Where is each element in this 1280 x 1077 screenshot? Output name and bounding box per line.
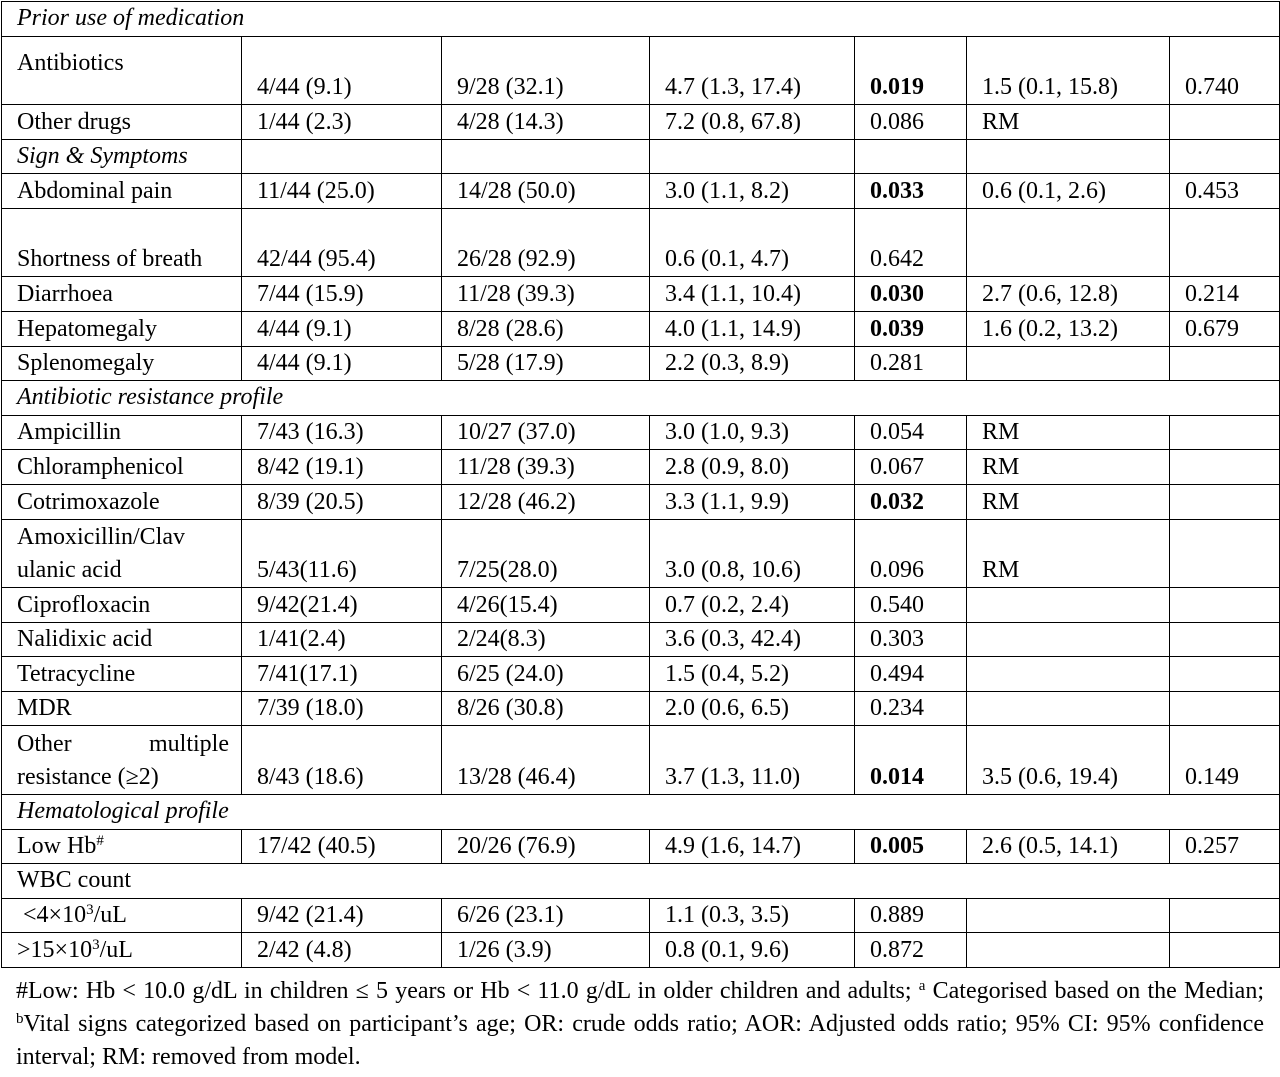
cell-c1: 8/42 (19.1) xyxy=(242,450,442,485)
row-label xyxy=(2,657,242,692)
row-label xyxy=(2,588,242,623)
row-label xyxy=(2,829,242,864)
cell-c2: 12/28 (46.2) xyxy=(442,484,650,519)
row-label-text: Ciprofloxacin xyxy=(17,591,151,618)
cell-c4: 0.889 xyxy=(855,898,967,933)
row-label xyxy=(2,726,242,795)
cell-c1: 4/44 (9.1) xyxy=(242,311,442,346)
table-row xyxy=(2,277,1280,312)
row-label-suffix: /uL xyxy=(93,902,127,929)
cell-c3: 2.0 (0.6, 6.5) xyxy=(650,691,855,726)
table-row xyxy=(2,484,1280,519)
cell-c5 xyxy=(967,622,1170,657)
cell-c6: 0.149 xyxy=(1170,726,1280,795)
cell-c2: 6/25 (24.0) xyxy=(442,657,650,692)
cell-c6 xyxy=(1170,346,1280,381)
empty-cell xyxy=(242,139,442,174)
cell-c4: 0.054 xyxy=(855,415,967,450)
cell-c5: 3.5 (0.6, 19.4) xyxy=(967,726,1170,795)
row-label-text: Hepatomegaly xyxy=(17,315,157,342)
row-label-text: Ampicillin xyxy=(17,419,121,446)
cell-c5: RM xyxy=(967,484,1170,519)
cell-c2: 11/28 (39.3) xyxy=(442,450,650,485)
row-label xyxy=(2,622,242,657)
cell-c3: 4.0 (1.1, 14.9) xyxy=(650,311,855,346)
table-row xyxy=(2,415,1280,450)
row-label-text: <4×10 xyxy=(17,902,87,929)
empty-cell xyxy=(650,139,855,174)
table-row xyxy=(2,208,1280,277)
row-label-text: >15×10 xyxy=(17,936,93,963)
row-label xyxy=(2,691,242,726)
cell-c2: 6/26 (23.1) xyxy=(442,898,650,933)
cell-c5: 1.6 (0.2, 13.2) xyxy=(967,311,1170,346)
cell-c6 xyxy=(1170,622,1280,657)
footnote-text-1: #Low: Hb < 10.0 g/dL in children ≤ 5 years or Hb < 11.0 g/dL in older children and adults; xyxy=(16,978,919,1004)
cell-c5: RM xyxy=(967,450,1170,485)
cell-c5 xyxy=(967,588,1170,623)
section-label: Prior use of medication xyxy=(2,2,1280,37)
cell-c4: 0.014 xyxy=(855,726,967,795)
cell-c5 xyxy=(967,208,1170,277)
cell-c6 xyxy=(1170,691,1280,726)
cell-c6 xyxy=(1170,105,1280,140)
cell-c2: 7/25(28.0) xyxy=(442,519,650,588)
cell-c6: 0.257 xyxy=(1170,829,1280,864)
results-table xyxy=(1,1,1280,968)
cell-c3: 3.0 (1.1, 8.2) xyxy=(650,174,855,209)
table-row xyxy=(2,726,1280,795)
table-row xyxy=(2,622,1280,657)
cell-c6 xyxy=(1170,484,1280,519)
cell-c4: 0.030 xyxy=(855,277,967,312)
cell-c1: 9/42 (21.4) xyxy=(242,898,442,933)
cell-c3: 1.5 (0.4, 5.2) xyxy=(650,657,855,692)
row-label xyxy=(2,174,242,209)
empty-cell xyxy=(442,139,650,174)
table-row xyxy=(2,519,1280,588)
table-footnote xyxy=(16,975,1264,1074)
row-label-sup: 3 xyxy=(86,902,94,919)
cell-c1: 4/44 (9.1) xyxy=(242,346,442,381)
table-row xyxy=(2,588,1280,623)
cell-c5: 2.6 (0.5, 14.1) xyxy=(967,829,1170,864)
row-label xyxy=(2,519,242,588)
cell-c5: RM xyxy=(967,105,1170,140)
row-label-text: Antibiotics xyxy=(17,49,124,76)
row-label-text: Diarrhoea xyxy=(17,280,113,307)
footnote-sup-b: b xyxy=(16,1011,24,1027)
cell-c6 xyxy=(1170,657,1280,692)
row-label xyxy=(2,346,242,381)
cell-c6: 0.679 xyxy=(1170,311,1280,346)
empty-cell xyxy=(967,139,1170,174)
cell-c4: 0.032 xyxy=(855,484,967,519)
row-label xyxy=(2,898,242,933)
cell-c3: 0.8 (0.1, 9.6) xyxy=(650,933,855,968)
cell-c6: 0.740 xyxy=(1170,36,1280,105)
cell-c1: 4/44 (9.1) xyxy=(242,36,442,105)
cell-c3: 3.6 (0.3, 42.4) xyxy=(650,622,855,657)
cell-c2: 14/28 (50.0) xyxy=(442,174,650,209)
cell-c4: 0.067 xyxy=(855,450,967,485)
table-row xyxy=(2,933,1280,968)
cell-c3: 4.9 (1.6, 14.7) xyxy=(650,829,855,864)
cell-c3: 0.6 (0.1, 4.7) xyxy=(650,208,855,277)
cell-c3: 3.7 (1.3, 11.0) xyxy=(650,726,855,795)
row-label xyxy=(2,208,242,277)
cell-c5 xyxy=(967,933,1170,968)
cell-c1: 9/42(21.4) xyxy=(242,588,442,623)
cell-c6 xyxy=(1170,933,1280,968)
cell-c5: RM xyxy=(967,519,1170,588)
section-label: WBC count xyxy=(2,864,1280,899)
section-row xyxy=(2,864,1280,899)
cell-c5 xyxy=(967,346,1170,381)
table-row xyxy=(2,36,1280,105)
table-row xyxy=(2,691,1280,726)
section-label: Antibiotic resistance profile xyxy=(2,381,1280,416)
cell-c3: 3.3 (1.1, 9.9) xyxy=(650,484,855,519)
cell-c5 xyxy=(967,657,1170,692)
row-label xyxy=(2,105,242,140)
cell-c2: 8/28 (28.6) xyxy=(442,311,650,346)
cell-c4: 0.086 xyxy=(855,105,967,140)
cell-c6: 0.214 xyxy=(1170,277,1280,312)
cell-c4: 0.872 xyxy=(855,933,967,968)
section-row xyxy=(2,381,1280,416)
row-label xyxy=(2,933,242,968)
cell-c6 xyxy=(1170,415,1280,450)
cell-c1: 8/39 (20.5) xyxy=(242,484,442,519)
empty-cell xyxy=(855,139,967,174)
cell-c6 xyxy=(1170,519,1280,588)
section-label: Sign & Symptoms xyxy=(2,139,242,174)
footnote-text-2: Categorised based on the Median; xyxy=(925,978,1265,1004)
cell-c4: 0.494 xyxy=(855,657,967,692)
row-label xyxy=(2,311,242,346)
empty-cell xyxy=(1170,139,1280,174)
row-label-text: Other drugs xyxy=(17,108,131,135)
row-label-text: Shortness of breath xyxy=(17,246,203,273)
cell-c6 xyxy=(1170,208,1280,277)
row-label-text: Other multiple resistance (≥2) xyxy=(17,730,229,790)
cell-c4: 0.039 xyxy=(855,311,967,346)
cell-c4: 0.303 xyxy=(855,622,967,657)
table-row xyxy=(2,174,1280,209)
section-row xyxy=(2,794,1280,829)
cell-c6 xyxy=(1170,450,1280,485)
section-row xyxy=(2,139,1280,174)
footnote-sup-a: a xyxy=(918,978,926,994)
cell-c2: 26/28 (92.9) xyxy=(442,208,650,277)
cell-c3: 3.4 (1.1, 10.4) xyxy=(650,277,855,312)
row-label xyxy=(2,415,242,450)
cell-c4: 0.019 xyxy=(855,36,967,105)
cell-c3: 3.0 (1.0, 9.3) xyxy=(650,415,855,450)
cell-c3: 2.8 (0.9, 8.0) xyxy=(650,450,855,485)
cell-c5 xyxy=(967,691,1170,726)
cell-c2: 13/28 (46.4) xyxy=(442,726,650,795)
section-row xyxy=(2,2,1280,37)
row-label-text: Cotrimoxazole xyxy=(17,488,160,515)
cell-c3: 2.2 (0.3, 8.9) xyxy=(650,346,855,381)
table-row xyxy=(2,346,1280,381)
cell-c1: 2/42 (4.8) xyxy=(242,933,442,968)
table-row xyxy=(2,105,1280,140)
row-label-text: Amoxicillin/Clav ulanic acid xyxy=(17,524,185,584)
table-row xyxy=(2,657,1280,692)
cell-c4: 0.005 xyxy=(855,829,967,864)
row-label-text: Splenomegaly xyxy=(17,350,155,377)
row-label-text: Nalidixic acid xyxy=(17,626,153,653)
cell-c2: 11/28 (39.3) xyxy=(442,277,650,312)
cell-c3: 7.2 (0.8, 67.8) xyxy=(650,105,855,140)
cell-c5: 1.5 (0.1, 15.8) xyxy=(967,36,1170,105)
cell-c1: 8/43 (18.6) xyxy=(242,726,442,795)
row-label-text: Tetracycline xyxy=(17,660,136,687)
cell-c6 xyxy=(1170,588,1280,623)
footnote-text-3: Vital signs categorized based on participant’s age; OR: crude odds ratio; AOR: Adjusted odds ratio; 95% CI: 95% confidence interval; RM: removed from model. xyxy=(16,1011,1264,1070)
section-label: Hematological profile xyxy=(2,794,1280,829)
row-label-text: Chloramphenicol xyxy=(17,453,184,480)
cell-c4: 0.540 xyxy=(855,588,967,623)
table-row xyxy=(2,829,1280,864)
cell-c2: 8/26 (30.8) xyxy=(442,691,650,726)
cell-c3: 3.0 (0.8, 10.6) xyxy=(650,519,855,588)
row-label xyxy=(2,484,242,519)
table-row xyxy=(2,311,1280,346)
table-row xyxy=(2,450,1280,485)
cell-c2: 9/28 (32.1) xyxy=(442,36,650,105)
cell-c3: 0.7 (0.2, 2.4) xyxy=(650,588,855,623)
row-label xyxy=(2,277,242,312)
table-row xyxy=(2,898,1280,933)
row-label-sup: # xyxy=(96,833,104,850)
cell-c2: 5/28 (17.9) xyxy=(442,346,650,381)
cell-c2: 2/24(8.3) xyxy=(442,622,650,657)
cell-c1: 7/44 (15.9) xyxy=(242,277,442,312)
cell-c1: 17/42 (40.5) xyxy=(242,829,442,864)
cell-c6: 0.453 xyxy=(1170,174,1280,209)
cell-c4: 0.096 xyxy=(855,519,967,588)
cell-c5: 2.7 (0.6, 12.8) xyxy=(967,277,1170,312)
row-label xyxy=(2,36,242,105)
cell-c2: 4/26(15.4) xyxy=(442,588,650,623)
cell-c1: 11/44 (25.0) xyxy=(242,174,442,209)
cell-c1: 7/39 (18.0) xyxy=(242,691,442,726)
cell-c5: RM xyxy=(967,415,1170,450)
cell-c1: 7/43 (16.3) xyxy=(242,415,442,450)
row-label-text: MDR xyxy=(17,695,72,722)
cell-c2: 1/26 (3.9) xyxy=(442,933,650,968)
cell-c5: 0.6 (0.1, 2.6) xyxy=(967,174,1170,209)
cell-c1: 1/41(2.4) xyxy=(242,622,442,657)
cell-c3: 4.7 (1.3, 17.4) xyxy=(650,36,855,105)
cell-c4: 0.281 xyxy=(855,346,967,381)
cell-c1: 7/41(17.1) xyxy=(242,657,442,692)
cell-c2: 4/28 (14.3) xyxy=(442,105,650,140)
cell-c2: 20/26 (76.9) xyxy=(442,829,650,864)
cell-c6 xyxy=(1170,898,1280,933)
row-label-text: Low Hb xyxy=(17,833,97,860)
cell-c2: 10/27 (37.0) xyxy=(442,415,650,450)
cell-c4: 0.642 xyxy=(855,208,967,277)
cell-c1: 5/43(11.6) xyxy=(242,519,442,588)
cell-c1: 1/44 (2.3) xyxy=(242,105,442,140)
row-label-sup: 3 xyxy=(92,936,100,953)
row-label-text: Abdominal pain xyxy=(17,177,173,204)
cell-c3: 1.1 (0.3, 3.5) xyxy=(650,898,855,933)
cell-c4: 0.033 xyxy=(855,174,967,209)
row-label xyxy=(2,450,242,485)
cell-c5 xyxy=(967,898,1170,933)
cell-c1: 42/44 (95.4) xyxy=(242,208,442,277)
row-label-suffix: /uL xyxy=(99,936,133,963)
cell-c4: 0.234 xyxy=(855,691,967,726)
